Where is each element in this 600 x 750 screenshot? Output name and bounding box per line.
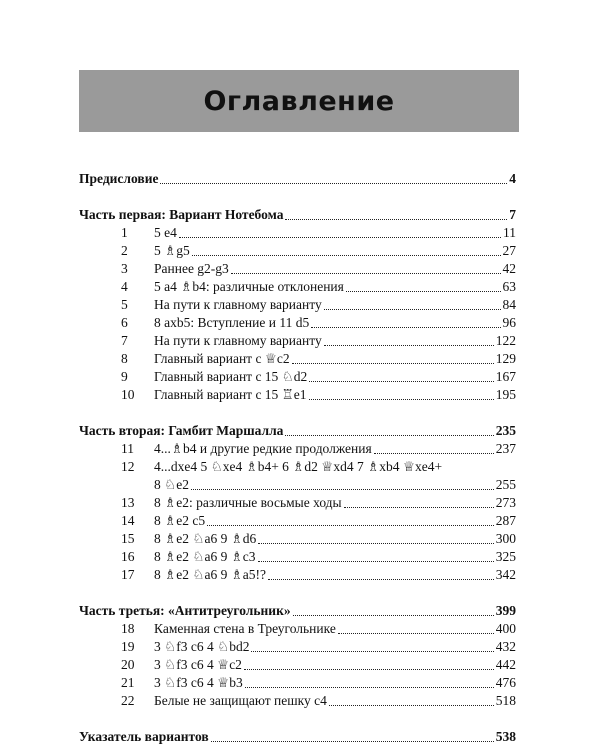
toc-chapter-entry[interactable] [79, 350, 516, 368]
leader-dots [329, 704, 494, 706]
leader-dots [231, 272, 501, 274]
page-number: 400 [495, 621, 516, 636]
leader-dots [211, 740, 494, 742]
page-number: 4 [509, 171, 516, 186]
chapter-number: 17 [121, 567, 135, 582]
entry-title: 5 ♗g5 [154, 243, 190, 258]
page-number: 518 [495, 693, 516, 708]
toc-part-entry[interactable] [79, 170, 516, 188]
chapter-number: 16 [121, 549, 135, 564]
page-number: 11 [503, 225, 516, 240]
chapter-number: 12 [121, 459, 135, 474]
chapter-number: 8 [121, 351, 128, 366]
entry-title: 8 ♘e2 [154, 477, 189, 492]
entry-title: 5 e4 [154, 225, 177, 240]
page-number: 342 [495, 567, 516, 582]
toc-chapter-entry[interactable] [79, 620, 516, 638]
toc-chapter-entry[interactable] [79, 674, 516, 692]
leader-dots [244, 668, 494, 670]
chapter-number: 18 [121, 621, 135, 636]
leader-dots [374, 452, 494, 454]
entry-title: Указатель вариантов [79, 729, 209, 744]
leader-dots [309, 398, 494, 400]
entry-title: 3 ♘f3 c6 4 ♕b3 [154, 675, 243, 690]
chapter-number: 22 [121, 693, 135, 708]
toc-chapter-entry[interactable] [79, 440, 516, 458]
entry-title: Часть третья: «Антитреугольник» [79, 603, 291, 618]
chapter-number: 6 [121, 315, 128, 330]
leader-dots [245, 686, 494, 688]
toc-chapter-entry[interactable] [79, 656, 516, 674]
page-number: 129 [495, 351, 516, 366]
toc-chapter-entry[interactable] [79, 242, 516, 260]
toc-part-entry[interactable] [79, 602, 516, 620]
entry-title: 8 axb5: Вступление и 11 d5 [154, 315, 310, 330]
title-band [79, 70, 519, 132]
entry-title: Главный вариант с 15 ♘d2 [154, 369, 308, 384]
leader-dots [338, 632, 494, 634]
leader-dots [324, 308, 501, 310]
leader-dots [160, 182, 507, 184]
chapter-number: 9 [121, 369, 128, 384]
page-number: 63 [502, 279, 516, 294]
chapter-number: 14 [121, 513, 135, 528]
toc-part-entry[interactable] [79, 206, 516, 224]
entry-title: Белые не защищают пешку c4 [154, 693, 327, 708]
chapter-number: 15 [121, 531, 135, 546]
toc-chapter-entry[interactable] [79, 530, 516, 548]
toc-chapter-entry[interactable] [79, 386, 516, 404]
entry-title: 8 ♗e2 c5 [154, 513, 206, 528]
entry-title: 8 ♗e2 ♘a6 9 ♗d6 [154, 531, 257, 546]
page-number: 195 [495, 387, 516, 402]
entry-title: Раннее g2-g3 [154, 261, 229, 276]
page-number: 42 [502, 261, 516, 276]
entry-title: 8 ♗e2 ♘a6 9 ♗c3 [154, 549, 256, 564]
entry-title: Главный вариант с 15 ♖e1 [154, 387, 307, 402]
leader-dots [285, 218, 507, 220]
leader-dots [258, 560, 494, 562]
page-number: 84 [502, 297, 516, 312]
chapter-number: 4 [121, 279, 128, 294]
page-number: 300 [495, 531, 516, 546]
toc-chapter-entry[interactable] [79, 458, 516, 476]
leader-dots [293, 614, 494, 616]
leader-dots [191, 488, 494, 490]
leader-dots [309, 380, 493, 382]
leader-dots [311, 326, 500, 328]
toc-chapter-entry[interactable] [79, 566, 516, 584]
page-number: 27 [502, 243, 516, 258]
page-number: 325 [495, 549, 516, 564]
leader-dots [285, 434, 493, 436]
chapter-number: 7 [121, 333, 128, 348]
entry-title: 4...dxe4 5 ♘xe4 ♗b4+ 6 ♗d2 ♕xd4 7 ♗xb4 ♕xe4+ [154, 459, 443, 474]
chapter-number: 10 [121, 387, 135, 402]
toc-chapter-entry[interactable] [79, 224, 516, 242]
leader-dots [346, 290, 501, 292]
entry-title: 8 ♗e2 ♘a6 9 ♗a5!? [154, 567, 267, 582]
leader-dots [292, 362, 494, 364]
chapter-number: 13 [121, 495, 135, 510]
entry-title: Каменная стена в Треугольнике [154, 621, 336, 636]
toc-chapter-entry[interactable] [79, 278, 516, 296]
entry-title: Часть вторая: Гамбит Маршалла [79, 423, 284, 438]
page-number: 442 [495, 657, 516, 672]
entry-title: Предисловие [79, 171, 159, 186]
page-number: 399 [495, 603, 516, 618]
toc-chapter-entry[interactable] [79, 476, 516, 494]
page-number: 96 [502, 315, 516, 330]
entry-title: 3 ♘f3 c6 4 ♘bd2 [154, 639, 250, 654]
chapter-number: 5 [121, 297, 128, 312]
toc-part-entry[interactable] [79, 728, 516, 746]
page-number: 432 [495, 639, 516, 654]
entry-title: 5 a4 ♗b4: различные отклонения [154, 279, 344, 294]
page-number: 237 [495, 441, 516, 456]
entry-title: На пути к главному варианту [154, 333, 322, 348]
chapter-number: 19 [121, 639, 135, 654]
toc-chapter-entry[interactable] [79, 296, 516, 314]
leader-dots [268, 578, 494, 580]
page-number: 273 [495, 495, 516, 510]
leader-dots [344, 506, 494, 508]
leader-dots [324, 344, 494, 346]
toc-chapter-entry[interactable] [79, 368, 516, 386]
toc-chapter-entry[interactable] [79, 494, 516, 512]
toc-chapter-entry[interactable] [79, 638, 516, 656]
page-number: 538 [495, 729, 516, 744]
leader-dots [192, 254, 501, 256]
page-number: 167 [495, 369, 516, 384]
page-title: Оглавление [203, 85, 395, 117]
leader-dots [179, 236, 501, 238]
page-number: 287 [495, 513, 516, 528]
entry-title: Часть первая: Вариант Нотебома [79, 207, 284, 222]
entry-title: Главный вариант с ♕c2 [154, 351, 290, 366]
toc-chapter-entry[interactable] [79, 548, 516, 566]
toc-chapter-entry[interactable] [79, 314, 516, 332]
chapter-number: 20 [121, 657, 135, 672]
toc-chapter-entry[interactable] [79, 332, 516, 350]
leader-dots [207, 524, 494, 526]
chapter-number: 3 [121, 261, 128, 276]
entry-title: 8 ♗e2: различные восьмые ходы [154, 495, 342, 510]
entry-title: 4...♗b4 и другие редкие продолжения [154, 441, 372, 456]
toc-chapter-entry[interactable] [79, 260, 516, 278]
toc-chapter-entry[interactable] [79, 512, 516, 530]
chapter-number: 11 [121, 441, 134, 456]
chapter-number: 2 [121, 243, 128, 258]
entry-title: На пути к главному варианту [154, 297, 322, 312]
chapter-number: 21 [121, 675, 135, 690]
page-number: 255 [495, 477, 516, 492]
entry-title: 3 ♘f3 c6 4 ♕c2 [154, 657, 242, 672]
toc-chapter-entry[interactable] [79, 692, 516, 710]
page-number: 235 [495, 423, 516, 438]
page-number: 476 [495, 675, 516, 690]
toc-part-entry[interactable] [79, 422, 516, 440]
page-number: 122 [495, 333, 516, 348]
leader-dots [258, 542, 493, 544]
page-number: 7 [509, 207, 516, 222]
chapter-number: 1 [121, 225, 128, 240]
leader-dots [251, 650, 493, 652]
